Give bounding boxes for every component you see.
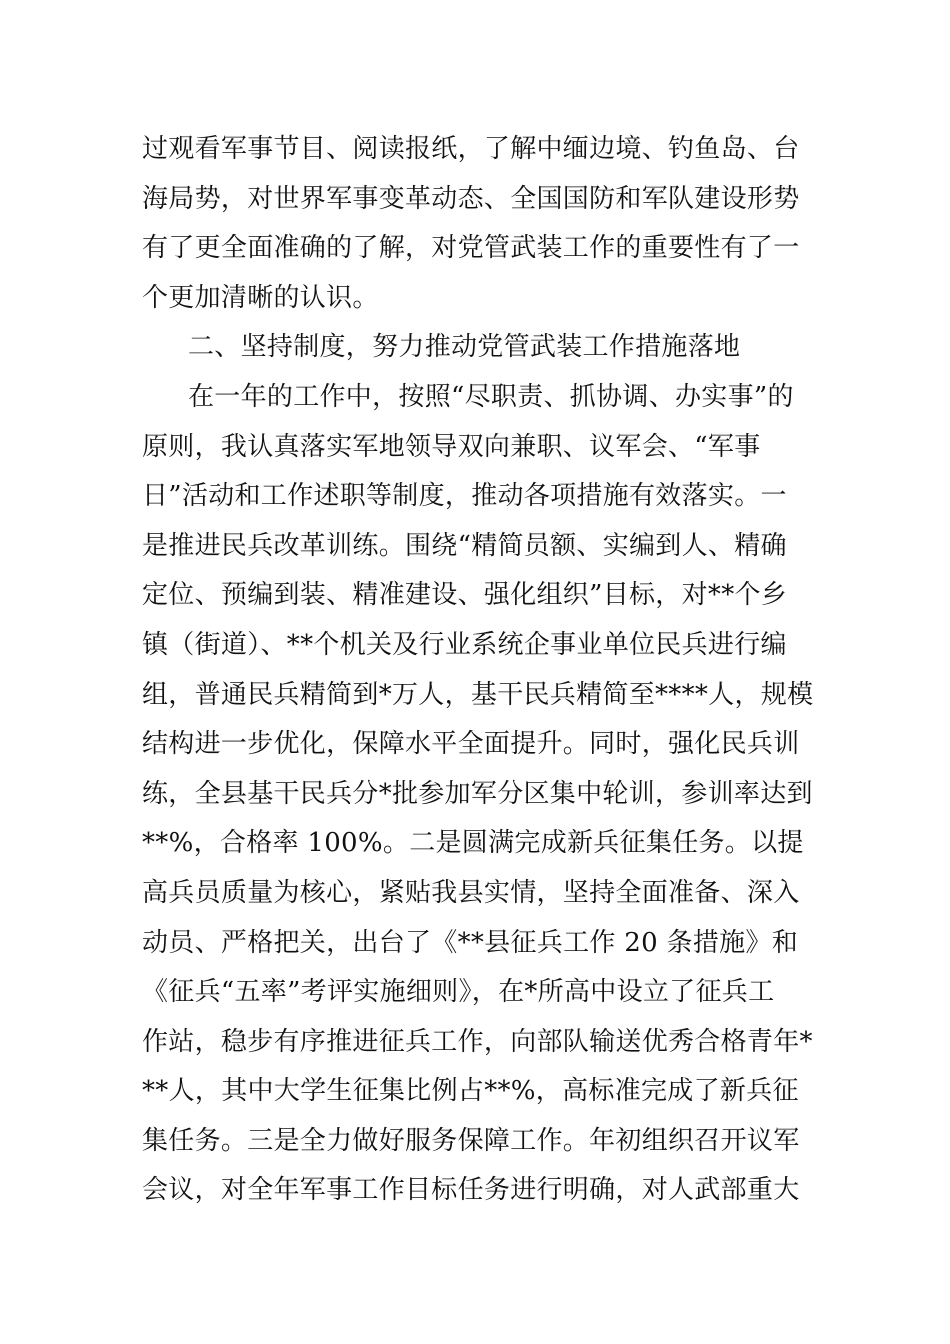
text-line: 集任务。三是全力做好服务保障工作。年初组织召开议军: [142, 1125, 800, 1156]
text-line: 有了更全面准确的了解，对党管武装工作的重要性有了一: [142, 233, 800, 264]
section-heading: 二、坚持制度，努力推动党管武装工作措施落地: [188, 332, 741, 363]
text-line: 《征兵“五率”考评实施细则》，在*所高中设立了征兵工: [142, 977, 775, 1008]
text-line: **%，合格率 100%。二是圆满完成新兵征集任务。以提: [142, 828, 804, 859]
text-line: 过观看军事节目、阅读报纸，了解中缅边境、钓鱼岛、台: [142, 134, 800, 164]
text-line: **人，其中大学生征集比例占**%，高标准完成了新兵征: [142, 1076, 799, 1107]
text-line: 镇（街道）、**个机关及行业系统企事业单位民兵进行编: [142, 629, 787, 660]
text-line: 结构进一步优化，保障水平全面提升。同时，强化民兵训: [142, 729, 800, 760]
text-line: 是推进民兵改革训练。围绕“精简员额、实编到人、精确: [142, 530, 787, 561]
text-line: 会议，对全年军事工作目标任务进行明确，对人武部重大: [142, 1175, 800, 1206]
body-text: [142, 125, 812, 1216]
paragraph-start: 在一年的工作中，按照“尽职责、抓协调、办实事”的: [188, 381, 794, 412]
text-line: 组，普通民兵精简到*万人，基干民兵精简至****人，规模: [142, 679, 814, 710]
text-line: 日”活动和工作述职等制度，推动各项措施有效落实。一: [142, 481, 787, 512]
text-line: 个更加清晰的认识。: [142, 282, 379, 313]
text-line: 动员、严格把关，出台了《**县征兵工作 20 条措施》和: [142, 927, 799, 958]
text-line: 原则，我认真落实军地领导双向兼职、议军会、“军事: [142, 431, 761, 462]
text-line: 练，全县基干民兵分*批参加军分区集中轮训，参训率达到: [142, 778, 813, 809]
text-line: 高兵员质量为核心，紧贴我县实情，坚持全面准备、深入: [142, 877, 800, 908]
text-line: 作站，稳步有序推进征兵工作，向部队输送优秀合格青年*: [142, 1026, 813, 1057]
text-line: 海局势，对世界军事变革动态、全国国防和军队建设形势: [142, 183, 800, 214]
text-line: 定位、预编到装、精准建设、强化组织”目标，对**个乡: [142, 580, 788, 611]
